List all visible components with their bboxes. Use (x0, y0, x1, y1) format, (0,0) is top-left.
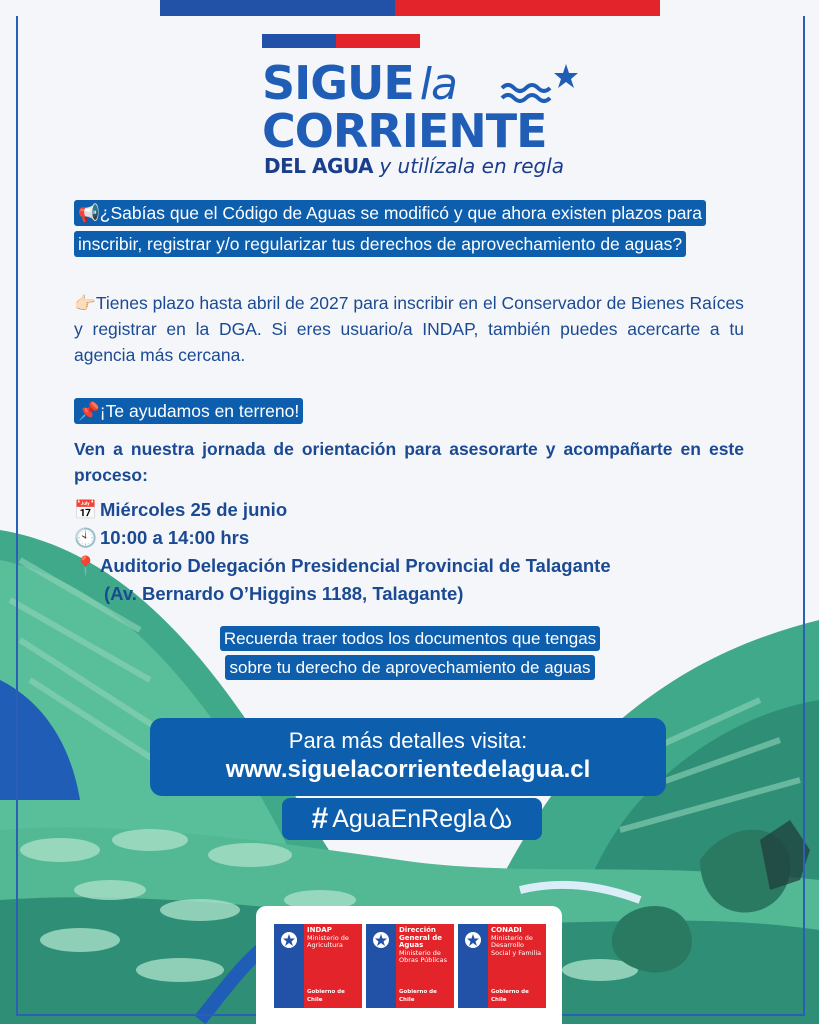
water-drops-icon (490, 807, 512, 831)
invite-paragraph: Ven a nuestra jornada de orientación para asesorarte y acompañarte en este proceso: (74, 439, 744, 485)
question-highlight: 📢¿Sabías que el Código de Aguas se modificó y que ahora existen plazos para inscribir, registrar y/o regularizar tus derechos de aprovechamiento de aguas? (74, 200, 706, 257)
pointing-hand-icon: 👉🏻 (74, 293, 96, 313)
clock-icon: 🕙 (74, 527, 98, 548)
indap-logo: INDAP Ministerio de Agricultura Gobierno de Chile (274, 924, 362, 1008)
hash-symbol: # (311, 802, 329, 835)
visit-box (150, 718, 666, 796)
megaphone-icon: 📢 (78, 203, 100, 223)
reminder-block (180, 624, 640, 682)
event-date-row: 📅 Miércoles 25 de junio (74, 499, 288, 520)
conadi-logo: CONADI Ministerio de Desarrollo Social y Familia Gobierno de Chile (458, 924, 546, 1008)
question-block (74, 198, 744, 260)
hashtag-badge (282, 798, 542, 840)
event-address-row: (Av. Bernardo O’Higgins 1188, Talagante) (104, 583, 464, 604)
campaign-logo (262, 34, 582, 184)
visit-label: Para más detalles visita: (288, 728, 528, 753)
institution-logos (256, 906, 562, 1024)
top-flag-bar (160, 0, 660, 16)
logo-line-2: CORRIENTE (262, 104, 547, 158)
website-link[interactable]: www.siguelacorrientedelagua.cl (225, 756, 591, 783)
reminder-line-2: sobre tu derecho de aprovechamiento de aguas (225, 655, 594, 680)
logo-tagline: DEL AGUA y utilízala en regla (264, 154, 565, 178)
dga-logo: Dirección General de Aguas Ministerio de Obras Públicas Gobierno de Chile (366, 924, 454, 1008)
event-place-row: 📍 Auditorio Delegación Presidencial Provincial de Talagante (74, 555, 611, 576)
event-details (74, 496, 744, 608)
deadline-paragraph: 👉🏻Tienes plazo hasta abril de 2027 para inscribir en el Conservador de Bienes Raíces y registrar en la DGA. Si eres usuario/a INDAP, también puedes acercarte a tu agencia más cercana. (74, 293, 744, 365)
help-heading: 📌¡Te ayudamos en terreno! (74, 398, 303, 424)
logo-flag-bar (262, 34, 420, 48)
crest-icon (371, 930, 391, 950)
pushpin-icon: 📌 (78, 401, 100, 421)
crest-icon (279, 930, 299, 950)
reminder-line-1: Recuerda traer todos los documentos que tengas (220, 626, 600, 651)
logo-line-1: SIGUE la (262, 56, 457, 110)
help-heading-block (74, 396, 744, 427)
location-pin-icon: 📍 (74, 555, 98, 576)
hashtag-text: AguaEnRegla (332, 804, 487, 833)
calendar-icon: 📅 (74, 499, 98, 520)
event-time-row: 🕙 10:00 a 14:00 hrs (74, 527, 250, 548)
crest-icon (463, 930, 483, 950)
waves-star-icon (500, 62, 580, 106)
